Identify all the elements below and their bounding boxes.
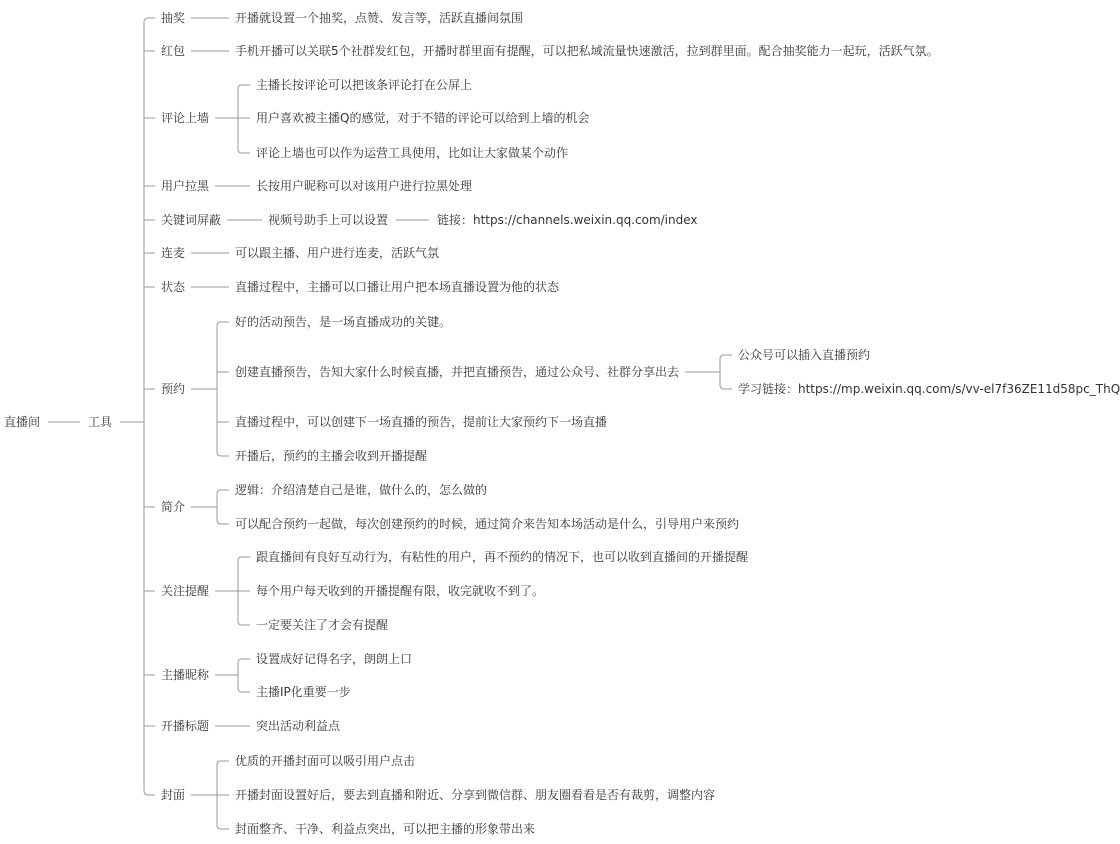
detail-node[interactable]: 主播长按评论可以把该条评论打在公屏上: [256, 78, 473, 92]
cat-detail-branch: [238, 149, 250, 153]
category-node[interactable]: 开播标题: [161, 719, 210, 733]
category-node[interactable]: 简介: [161, 500, 186, 514]
detail-node[interactable]: 创建直播预告，告知大家什么时候直播，并把直播预告，通过公众号、社群分享出去: [235, 365, 680, 379]
category-node[interactable]: 主播昵称: [161, 668, 210, 682]
detail-node[interactable]: 可以配合预约一起做，每次创建预约的时候，通过简介来告知本场活动是什么，引导用户来预约: [235, 517, 740, 531]
detail-node[interactable]: 封面整齐、干净、利益点突出，可以把主播的形象带出来: [235, 822, 536, 836]
link-node[interactable]: 学习链接：https://mp.weixin.qq.com/s/vv-el7f36ZE11d58pc_ThQ: [738, 382, 1120, 396]
detail-node[interactable]: 开播就设置一个抽奖，点赞、发言等，活跃直播间氛围: [235, 11, 524, 25]
cat-detail-branch: [217, 452, 229, 456]
cat-detail-branch: [238, 659, 250, 663]
category-node[interactable]: 评论上墙: [161, 111, 210, 125]
detail-node[interactable]: 开播封面设置好后，要去到直播和附近、分享到微信群、朋友圈看看是否有裁剪，调整内容: [235, 788, 716, 802]
detail-node[interactable]: 好的活动预告，是一场直播成功的关键。: [235, 315, 452, 329]
link-node[interactable]: 链接：https://channels.weixin.qq.com/index: [437, 213, 698, 227]
cat-detail-branch: [238, 557, 250, 561]
category-node[interactable]: 关注提醒: [161, 584, 210, 598]
category-node[interactable]: 红包: [161, 44, 186, 58]
detail-node[interactable]: 手机开播可以关联5个社群发红包，开播时群里面有提醒，可以把私域流量快速激活，拉到群里面。配合抽奖能力一起玩，活跃气氛。: [235, 44, 939, 58]
category-node[interactable]: 连麦: [161, 246, 186, 260]
sub-detail-node[interactable]: 公众号可以插入直播预约: [738, 348, 871, 362]
cat-detail-branch: [217, 825, 229, 829]
detail-node[interactable]: 优质的开播封面可以吸引用户点击: [235, 754, 416, 768]
cat-detail-branch: [238, 621, 250, 625]
detail-node[interactable]: 直播过程中，主播可以口播让用户把本场直播设置为他的状态: [235, 280, 560, 294]
detail-sub-branch: [720, 385, 732, 389]
detail-node[interactable]: 开播后，预约的主播会收到开播提醒: [235, 449, 428, 463]
cat-detail-branch: [217, 490, 229, 494]
cat-detail-branch: [238, 688, 250, 692]
detail-node[interactable]: 设置成好记得名字，朗朗上口: [256, 652, 413, 666]
hub-cat-branch: [144, 791, 155, 795]
category-node[interactable]: 抽奖: [161, 11, 186, 25]
detail-node[interactable]: 直播过程中，可以创建下一场直播的预告，提前让大家预约下一场直播: [235, 415, 608, 429]
detail-node[interactable]: 可以跟主播、用户进行连麦，活跃气氛: [235, 246, 440, 260]
cat-detail-branch: [238, 85, 250, 89]
detail-sub-branch: [720, 355, 732, 359]
category-node[interactable]: 状态: [161, 280, 186, 294]
detail-node[interactable]: 突出活动利益点: [256, 719, 341, 733]
detail-node[interactable]: 一定要关注了才会有提醒: [256, 618, 389, 632]
hub-cat-branch: [144, 18, 155, 22]
detail-node[interactable]: 评论上墙也可以作为运营工具使用，比如让大家做某个动作: [256, 146, 569, 160]
category-node[interactable]: 用户拉黑: [161, 179, 210, 193]
category-node[interactable]: 封面: [161, 788, 186, 802]
cat-detail-branch: [217, 761, 229, 765]
category-node[interactable]: 关键词屏蔽: [161, 213, 222, 227]
detail-node[interactable]: 跟直播间有良好互动行为，有粘性的用户，再不预约的情况下，也可以收到直播间的开播提醒: [256, 550, 749, 564]
root-node[interactable]: 直播间: [4, 415, 41, 429]
hub-node[interactable]: 工具: [88, 415, 113, 429]
detail-node[interactable]: 用户喜欢被主播Q的感觉，对于不错的评论可以给到上墙的机会: [256, 111, 590, 125]
category-node[interactable]: 预约: [161, 382, 186, 396]
detail-node[interactable]: 主播IP化重要一步: [256, 685, 351, 699]
detail-node[interactable]: 长按用户昵称可以对该用户进行拉黑处理: [256, 179, 473, 193]
detail-node[interactable]: 逻辑：介绍清楚自己是谁，做什么的，怎么做的: [235, 483, 488, 497]
detail-node[interactable]: 视频号助手上可以设置: [268, 213, 389, 227]
detail-node[interactable]: 每个用户每天收到的开播提醒有限，收完就收不到了。: [256, 584, 545, 598]
cat-detail-branch: [217, 322, 229, 326]
cat-detail-branch: [217, 520, 229, 524]
